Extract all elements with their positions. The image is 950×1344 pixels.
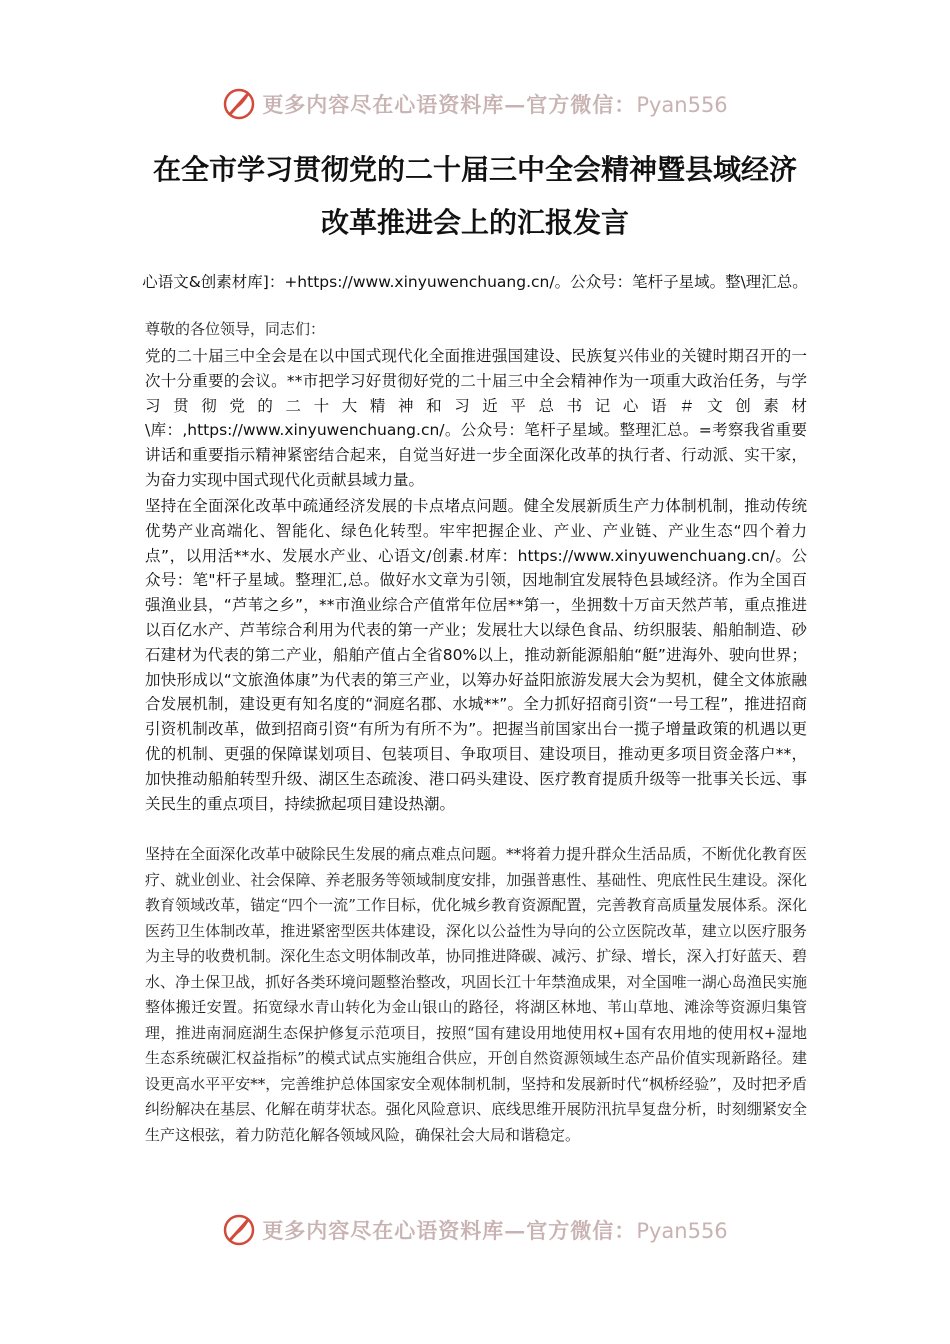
wechat-id: Pyan556 [636, 1219, 728, 1243]
quill-logo-icon [222, 1213, 256, 1247]
footer-banner [0, 1208, 950, 1252]
banner-text: 更多内容尽在心语资料库—官方微信：Pyan556 [262, 1218, 728, 1243]
document-title-line-1: 在全市学习贯彻党的二十届三中全会精神暨县域经济 [152, 153, 797, 186]
wechat-id: Pyan556 [636, 93, 728, 117]
banner-text: 更多内容尽在心语资料库—官方微信：Pyan556 [262, 92, 728, 117]
header-banner [0, 82, 950, 126]
paragraph-3: 坚持在全面深化改革中破除民生发展的痛点难点问题。**将着力提升群众生活品质，不断优化教育医疗、就业创业、社会保障、养老服务等领域制度安排，加强普惠性、基础性、兜底性民生建设。深化教育领域改革，锚定“四个一流”工作目标，优化城乡教育资源配置，完善教育高质量发展体系。深化医药卫生体制改革，推进紧密型医共体建设，深化以公益性为导向的公立医院改革，建立以医疗服务为主导的收费机制。深化生态文明体制改革，协同推进降碳、减污、扩绿、增长，深入打好蓝天、碧水、净土保卫战，抓好各类环境问题整治整改，巩固长江十年禁渔成果，对全国唯一湖心岛渔民实施整体搬迁安置。拓宽绿水青山转化为金山银山的路径，将湖区林地、苇山草地、滩涂等资源归集管理，推进南洞庭湖生态保护修复示范项目，按照“国有建设用地使用权+国有农用地的使用权+湿地生态系统碳汇权益指标”的模式试点实施组合供应，开创自然资源领域生态产品价值实现新路径。建设更高水平平安**，完善维护总体国家安全观体制机制，坚持和发展新时代“枫桥经验”，及时把矛盾纠纷解决在基层、化解在萌芽状态。强化风险意识、底线思维开展防汛抗旱复盘分析，时刻绷紧安全生产这根弦，着力防范化解各领域风险，确保社会大局和谐稳定。 [145, 845, 807, 1144]
paragraph-2: 坚持在全面深化改革中疏通经济发展的卡点堵点问题。健全发展新质生产力体制机制，推动传统优势产业高端化、智能化、绿色化转型。牢牢把握企业、产业、产业链、产业生态“四个着力点”，以用活**水、发展水产业、心语文/创素.材库：https://www.xinyuwenchuang.cn/。公众号：笔"杆子星域。整理汇,总。做好水文章为引领，因地制宜发展特色县域经济。作为全国百强渔业县，“芦苇之乡”，**市渔业综合产值常年位居**第一，坐拥数十万亩天然芦苇，重点推进以百亿水产、芦苇综合利用为代表的第一产业；发展壮大以绿色食品、纺织服装、船舶制造、砂石建材为代表的第二产业，船舶产值占全省80%以上，推动新能源船舶“艇”进海外、驶向世界；加快形成以“文旅渔体康”为代表的第三产业，以筹办好益阳旅游发展大会为契机，健全文体旅融合发展机制，建设更有知名度的“洞庭名郡、水城**”。全力抓好招商引资“一号工程”，推进招商引资机制改革，做到招商引资“有所为有所不为”。把握当前国家出台一揽子增量政策的机遇以更优的机制、更强的保障谋划项目、包装项目、争取项目、建设项目，推动更多项目资金落户**，加快推动船舶转型升级、湖区生态疏浚、港口码头建设、医疗教育提质升级等一批事关长远、事关民生的重点项目，持续掀起项目建设热潮。 [145, 497, 807, 813]
document-title-line-2: 改革推进会上的汇报发言 [320, 206, 629, 239]
greeting: 尊敬的各位领导，同志们： [145, 320, 326, 338]
paragraph-1: 党的二十届三中全会是在以中国式现代化全面推进强国建设、民族复兴伟业的关键时期召开的一次十分重要的会议。**市把学习好贯彻好党的二十届三中全会精神作为一项重大政治任务，与学习贯彻党的二十大精神和习近平总书记心语＃文创素材\库：,https://www.xinyuwenchuang.cn/。公众号：笔杆子星域。整理汇总。=考察我省重要讲话和重要指示精神紧密结合起来，自觉当好进一步全面深化改革的执行者、行动派、实干家，为奋力实现中国式现代化贡献县域力量。 [145, 347, 807, 489]
quill-logo-icon [222, 87, 256, 121]
source-line: 心语文&创素材库]：+https://www.xinyuwenchuang.cn/。公众号：笔杆子星域。整\理汇总。 [142, 273, 808, 291]
